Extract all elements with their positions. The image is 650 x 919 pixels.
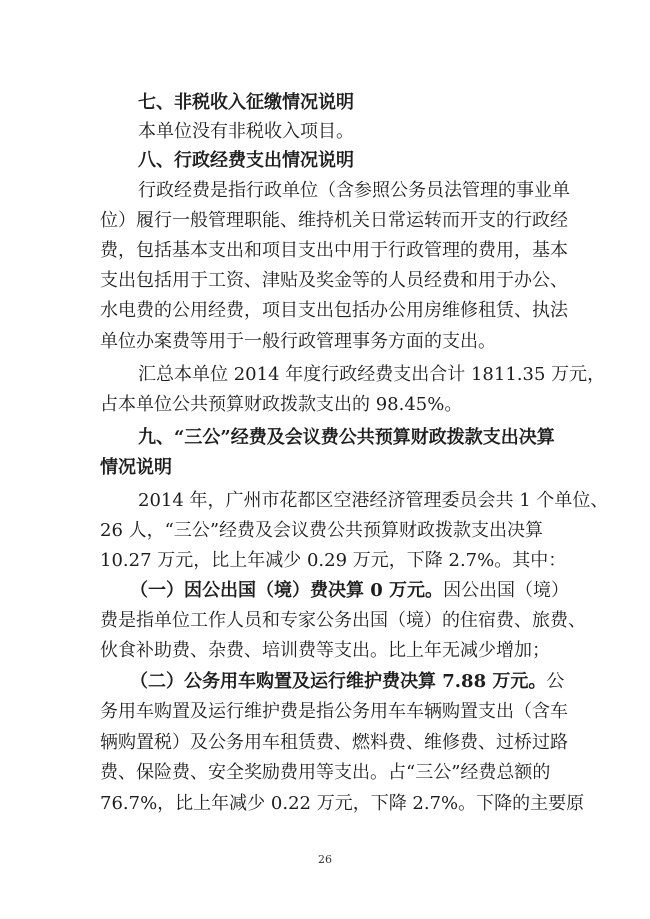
item-1-line: 费是指单位工作人员和专家公务出国（境）的住宿费、旅费、: [100, 610, 586, 631]
section-8-para2-line: 汇总本单位 2014 年度行政经费支出合计 1811.35 万元，: [138, 364, 606, 385]
item-1-line: 伙食补助费、杂费、培训费等支出。比上年无减少增加；: [100, 640, 550, 661]
item-2-bold-lead: （二）公务用车购置及运行维护费决算 7.88 万元。: [130, 671, 547, 692]
section-8-para1-line: 水电费的公用经费，项目支出包括办公用房维修租赁、执法: [100, 300, 568, 321]
section-8-heading: 八、行政经费支出情况说明: [138, 150, 354, 171]
item-1-tail: 因公出国（境）: [443, 580, 570, 601]
section-8-para2-line: 占本单位公共预算财政拨款支出的 98.45%。: [100, 394, 463, 415]
item-2-line: 费、保险费、安全奖励费用等支出。占“三公”经费总额的: [100, 762, 551, 783]
item-2-line: 务用车购置及运行维护费是指公务用车车辆购置支出（含车: [100, 701, 568, 722]
item-2-line: 76.7%，比上年减少 0.22 万元，下降 2.7%。下降的主要原: [100, 793, 585, 814]
section-8-para1-line: 支出包括用于工资、津贴及奖金等的人员经费和用于办公、: [100, 270, 568, 291]
item-1-first-line: [130, 580, 569, 602]
section-7-text: 本单位没有非税收入项目。: [138, 121, 354, 142]
item-2-line: 辆购置税）及公务用车租赁费、燃料费、维修费、过桥过路: [100, 732, 568, 753]
section-8-para1-line: 位）履行一般管理职能、维持机关日常运转而开支的行政经: [100, 210, 568, 231]
page-number: 26: [318, 853, 332, 866]
section-7-heading: 七、非税收入征缴情况说明: [138, 92, 354, 113]
section-8-para1-line: 费，包括基本支出和项目支出中用于行政管理的费用，基本: [100, 240, 568, 261]
section-8-para1-line: 单位办案费等用于一般行政管理事务方面的支出。: [100, 331, 496, 352]
item-2-first-line: [130, 671, 564, 693]
section-9-intro-line: 2014 年，广州市花都区空港经济管理委员会共 1 个单位、: [138, 490, 609, 511]
section-8-para1-line: 行政经费是指行政单位（含参照公务员法管理的事业单: [138, 180, 570, 201]
item-2-tail: 公: [546, 671, 565, 692]
section-9-intro-line: 26 人，“三公”经费及会议费公共预算财政拨款支出决算: [100, 520, 544, 541]
item-1-bold-lead: （一）因公出国（境）费决算 0 万元。: [130, 580, 444, 601]
section-9-heading: 情况说明: [100, 457, 172, 478]
section-9-heading: 九、“三公”经费及会议费公共预算财政拨款支出决算: [138, 427, 555, 448]
section-9-intro-line: 10.27 万元，比上年减少 0.29 万元，下降 2.7%。其中：: [100, 550, 567, 571]
